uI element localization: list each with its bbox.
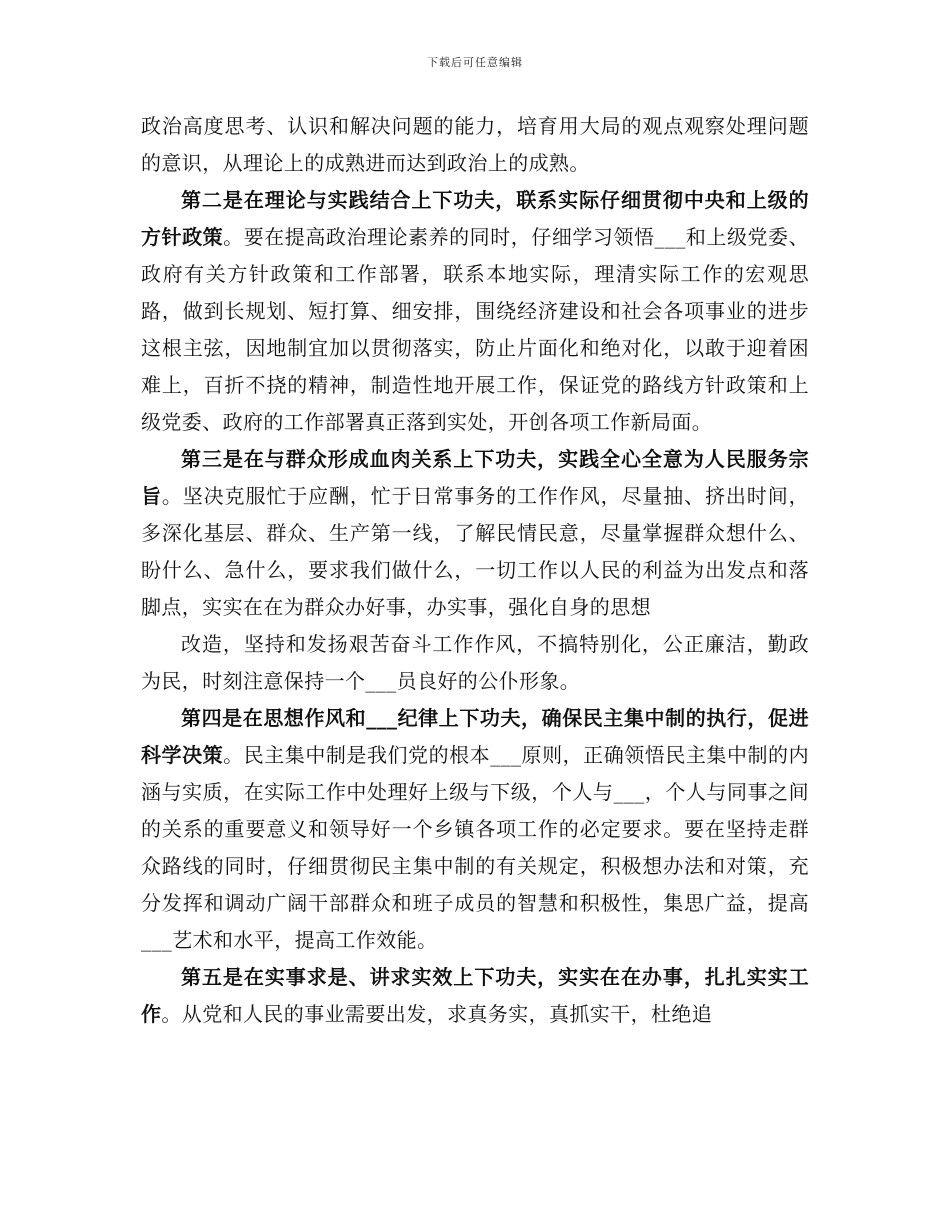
paragraph-5-heading: 第四是在思想作风和___纪律上下功夫，确保民主集中制的执行，促进科学决策 <box>141 706 809 767</box>
paragraph-6-heading: 第五是在实事求是、讲求实效上下功夫，实实在在办事，扎扎实实工作 <box>141 965 809 1026</box>
paragraph-6 <box>141 959 809 1033</box>
paragraph-5-text: 。民主集中制是我们党的根本___原则，正确领悟民主集中制的内涵与实质，在实际工作中处理好上级与下级，个人与___，个人与同事之间的关系的重要意义和领导好一个乡镇各项工作的必定要求。要在坚持走群众路线的同时，仔细贯彻民主集中制的有关规定，积极想办法和对策，充分发挥和调动广阔干部群众和班子成员的智慧和积极性，集思广益，提高___艺术和水平，提高工作效能。 <box>141 743 809 952</box>
paragraph-4 <box>141 626 809 700</box>
paragraph-2 <box>141 182 809 441</box>
paragraph-3-text: 。坚决克服忙于应酬，忙于日常事务的工作作风，尽量抽、挤出时间，多深化基层、群众、生产第一线，了解民情民意，尽量掌握群众想什么、盼什么、急什么，要求我们做什么，一切工作以人民的利益为出发点和落脚点，实实在在为群众办好事，办实事，强化自身的思想 <box>141 484 809 619</box>
paragraph-1 <box>141 108 809 182</box>
paragraph-1-text: 政治高度思考、认识和解决问题的能力，培育用大局的观点观察处理问题的意识，从理论上的成熟进而达到政治上的成熟。 <box>141 114 809 175</box>
paragraph-2-heading: 第二是在理论与实践结合上下功夫，联系实际仔细贯彻中央和上级的方针政策 <box>141 188 809 249</box>
paragraph-3 <box>141 441 809 626</box>
paragraph-4-text: 改造，坚持和发扬艰苦奋斗工作作风，不搞特别化，公正廉洁，勤政为民，时刻注意保持一个___员良好的公仆形象。 <box>141 632 809 693</box>
paragraph-3-heading: 第三是在与群众形成血肉关系上下功夫，实践全心全意为人民服务宗旨 <box>141 447 809 508</box>
paragraph-6-text: 。从党和人民的事业需要出发，求真务实，真抓实干，杜绝追 <box>161 1002 713 1026</box>
document-body <box>141 108 809 1033</box>
paragraph-5 <box>141 700 809 959</box>
paragraph-2-text: 。要在提高政治理论素养的同时，仔细学习领悟___和上级党委、政府有关方针政策和工作部署，联系本地实际，理清实际工作的宏观思路，做到长规划、短打算、细安排，围绕经济建设和社会各项事业的进步这根主弦，因地制宜加以贯彻落实，防止片面化和绝对化，以敢于迎着困难上，百折不挠的精神，制造性地开展工作，保证党的路线方针政策和上级党委、政府的工作部署真正落到实处，开创各项工作新局面。 <box>141 225 809 434</box>
page-header: 下载后可任意编辑 <box>427 56 523 69</box>
